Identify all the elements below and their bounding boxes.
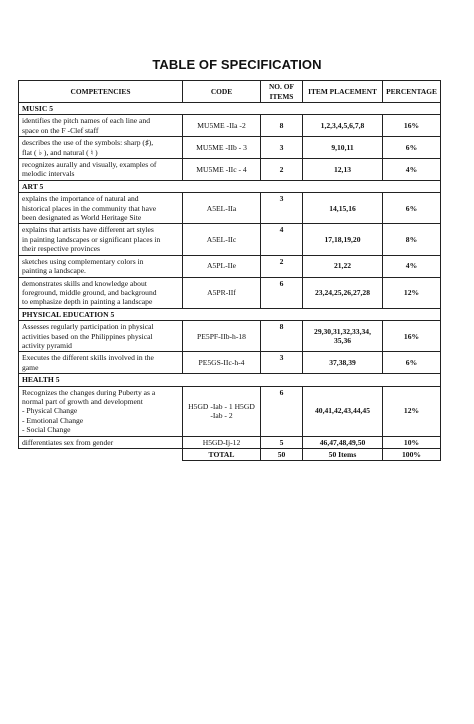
item-placement-cell: 23,24,25,26,27,28: [303, 277, 383, 308]
percentage-cell: 16%: [383, 115, 441, 137]
competency-cell: [19, 159, 183, 181]
items-count-cell: 8: [261, 115, 303, 137]
total-label: TOTAL: [183, 449, 261, 461]
competency-line: Executes the different skills involved in the: [22, 353, 154, 363]
table-row: [19, 115, 441, 137]
competency-cell: [19, 193, 183, 224]
item-placement-cell: 14,15,16: [303, 193, 383, 224]
items-count-cell: 6: [261, 386, 303, 436]
competency-line: game: [22, 362, 39, 372]
item-placement-cell: 17,18,19,20: [303, 224, 383, 255]
table-row: [19, 386, 441, 436]
items-count-cell: 2: [261, 159, 303, 181]
code-cell: MU5ME -IIb - 3: [183, 137, 261, 159]
items-count-cell: 4: [261, 224, 303, 255]
competency-line: sketches using complementary colors in: [22, 256, 144, 266]
page-title: TABLE OF SPECIFICATION: [152, 57, 322, 72]
total-row: [19, 449, 441, 461]
items-count-cell: 3: [261, 137, 303, 159]
competency-line: recognizes aurally and visually, examples of: [22, 160, 157, 170]
percentage-cell: 12%: [383, 386, 441, 436]
table-row: [19, 224, 441, 255]
competency-line: historical places in the community that have: [22, 203, 157, 213]
code-cell: [183, 386, 261, 436]
header-percentage: PERCENTAGE: [383, 81, 441, 103]
total-blank-cell: [19, 449, 183, 461]
items-count-cell: 5: [261, 436, 303, 448]
code-line: H5GD -Iab - 2: [210, 401, 255, 421]
section-heading: HEALTH 5: [19, 374, 441, 386]
code-cell: H5GD-Ij-12: [183, 436, 261, 448]
section-heading: PHYSICAL EDUCATION 5: [19, 308, 441, 320]
competency-line: describes the use of the symbols: sharp (♯),: [22, 138, 154, 148]
header-no-of-items: NO. OF ITEMS: [261, 81, 303, 103]
section-heading: MUSIC 5: [19, 103, 441, 115]
header-competencies: COMPETENCIES: [19, 81, 183, 103]
items-count-cell: 3: [261, 193, 303, 224]
competency-line: - Emotional Change: [22, 415, 84, 425]
percentage-cell: 6%: [383, 137, 441, 159]
percentage-cell: 4%: [383, 255, 441, 277]
code-cell: PE5PF-IIb-h-18: [183, 321, 261, 352]
percentage-cell: 6%: [383, 352, 441, 374]
competency-cell: [19, 115, 183, 137]
competency-cell: [19, 255, 183, 277]
table-row: [19, 159, 441, 181]
competency-line: Assesses regularly participation in physical: [22, 322, 154, 332]
code-cell: PE5GS-IIc-h-4: [183, 352, 261, 374]
competency-line: normal part of growth and development: [22, 396, 143, 406]
placement-line: 35,36: [333, 336, 352, 346]
item-placement-cell: 1,2,3,4,5,6,7,8: [303, 115, 383, 137]
competency-line: identifies the pitch names of each line and: [22, 116, 150, 126]
item-placement-cell: 9,10,11: [303, 137, 383, 159]
item-placement-cell: 37,38,39: [303, 352, 383, 374]
table-header-row: [19, 81, 441, 103]
competency-cell: [19, 386, 183, 436]
code-cell: A5EL-IIa: [183, 193, 261, 224]
competency-line: to emphasize depth in painting a landscape: [22, 297, 153, 307]
table-row: [19, 277, 441, 308]
item-placement-cell: 40,41,42,43,44,45: [303, 386, 383, 436]
section-row-music: [19, 103, 441, 115]
section-row-health: [19, 374, 441, 386]
competency-line: melodic intervals: [22, 169, 75, 179]
code-cell: MU5ME -IIc - 4: [183, 159, 261, 181]
table-row: [19, 137, 441, 159]
items-count-cell: 2: [261, 255, 303, 277]
percentage-cell: 6%: [383, 193, 441, 224]
table-row: [19, 255, 441, 277]
competency-cell: [19, 277, 183, 308]
competency-line: flat ( ♭ ), and natural ( ♮ ): [22, 147, 98, 157]
competency-cell: [19, 436, 183, 448]
item-placement-cell: 46,47,48,49,50: [303, 436, 383, 448]
specification-table: [18, 80, 441, 461]
section-row-art: [19, 180, 441, 192]
section-row-pe: [19, 308, 441, 320]
total-percentage: 100%: [383, 449, 441, 461]
code-cell: A5PR-IIf: [183, 277, 261, 308]
item-placement-cell: 12,13: [303, 159, 383, 181]
competency-line: in painting landscapes or significant places in: [22, 234, 161, 244]
percentage-cell: 16%: [383, 321, 441, 352]
percentage-cell: 8%: [383, 224, 441, 255]
competency-line: space on the F -Clef staff: [22, 125, 99, 135]
table-row: [19, 352, 441, 374]
item-placement-cell: [303, 321, 383, 352]
competency-line: painting a landscape.: [22, 266, 86, 276]
competency-line: differentiates sex from gender: [22, 437, 114, 447]
competency-line: Recognizes the changes during Puberty as a: [22, 387, 156, 397]
code-cell: A5PL-IIe: [183, 255, 261, 277]
competency-line: activities based on the Philippines physical: [22, 331, 153, 341]
placement-line: 29,30,31,32,33,34,: [314, 326, 371, 336]
competency-line: foreground, middle ground, and background: [22, 287, 157, 297]
header-item-placement: ITEM PLACEMENT: [303, 81, 383, 103]
competency-line: explains the importance of natural and: [22, 194, 139, 204]
percentage-cell: 4%: [383, 159, 441, 181]
code-line: H5GD -Iab - 1: [188, 401, 233, 411]
items-count-cell: 8: [261, 321, 303, 352]
competency-line: their respective provinces: [22, 244, 101, 254]
competency-line: activity pyramid: [22, 340, 72, 350]
item-placement-cell: 21,22: [303, 255, 383, 277]
competency-line: been designated as World Heritage Site: [22, 213, 142, 223]
total-items: 50: [261, 449, 303, 461]
header-code: CODE: [183, 81, 261, 103]
competency-cell: [19, 352, 183, 374]
table-row: [19, 436, 441, 448]
percentage-cell: 10%: [383, 436, 441, 448]
table-row: [19, 321, 441, 352]
competency-line: - Physical Change: [22, 406, 78, 416]
competency-line: demonstrates skills and knowledge about: [22, 278, 147, 288]
items-count-cell: 6: [261, 277, 303, 308]
competency-cell: [19, 137, 183, 159]
percentage-cell: 12%: [383, 277, 441, 308]
code-cell: A5EL-IIc: [183, 224, 261, 255]
competency-line: - Social Change: [22, 425, 71, 435]
items-count-cell: 3: [261, 352, 303, 374]
competency-line: explains that artists have different art styles: [22, 225, 154, 235]
table-row: [19, 193, 441, 224]
competency-cell: [19, 321, 183, 352]
total-placement: 50 Items: [303, 449, 383, 461]
section-heading: ART 5: [19, 180, 441, 192]
competency-cell: [19, 224, 183, 255]
code-cell: MU5ME -IIa -2: [183, 115, 261, 137]
